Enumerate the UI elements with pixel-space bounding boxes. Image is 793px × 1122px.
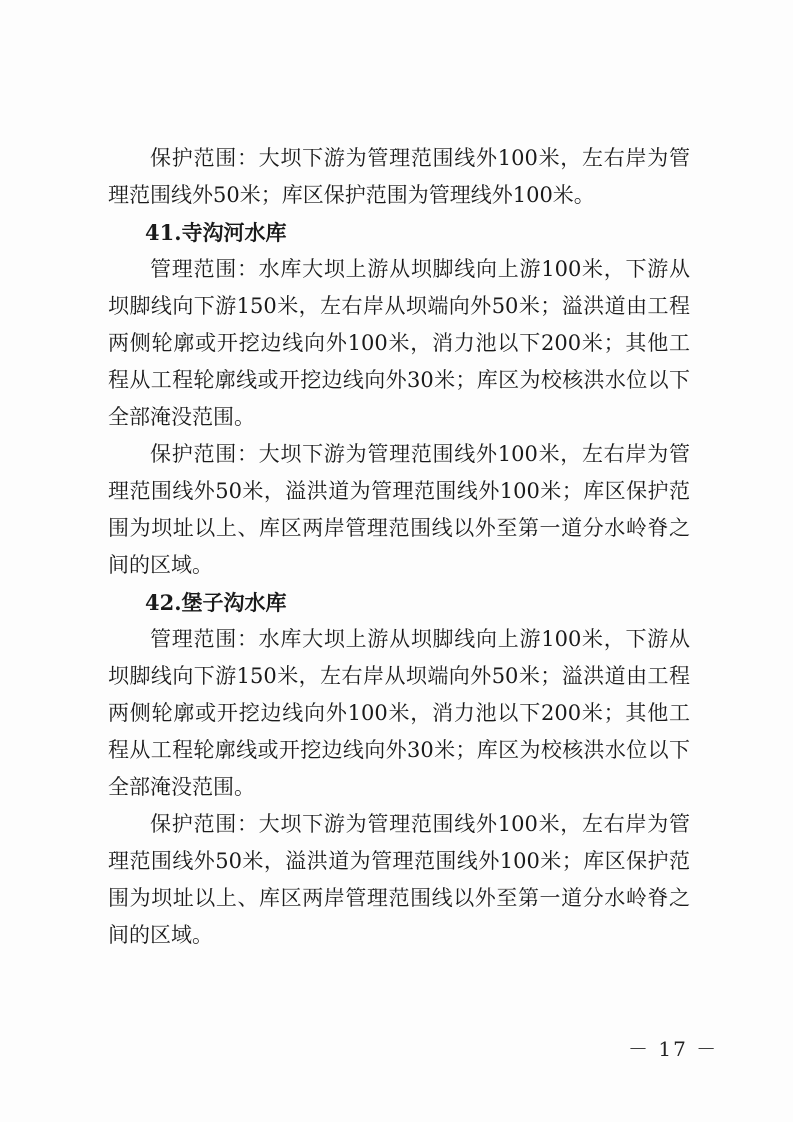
paragraph-42-protection-range: 保护范围：大坝下游为管理范围线外100米，左右岸为管理范围线外50米，溢洪道为管理范围线外100米；库区保护范围为坝址以上、库区两岸管理范围线以外至第一道分水岭脊之间的区域。 bbox=[108, 812, 690, 947]
paragraph-41-management-range: 管理范围：水库大坝上游从坝脚线向上游100米，下游从坝脚线向下游150米，左右岸从坝端向外50米；溢洪道由工程两侧轮廓或开挖边线向外100米，消力池以下200米；其他工程从工程轮廓线或开挖边线向外30米；库区为校核洪水位以下全部淹没范围。 bbox=[108, 257, 690, 429]
paragraph-42-management-range: 管理范围：水库大坝上游从坝脚线向上游100米，下游从坝脚线向下游150米，左右岸从坝端向外50米；溢洪道由工程两侧轮廓或开挖边线向外100米，消力池以下200米；其他工程从工程轮廓线或开挖边线向外30米；库区为校核洪水位以下全部淹没范围。 bbox=[108, 627, 690, 799]
section-heading-41: 41.寺沟河水库 bbox=[145, 220, 287, 245]
paragraph-41-protection-range: 保护范围：大坝下游为管理范围线外100米，左右岸为管理范围线外50米，溢洪道为管理范围线外100米；库区保护范围为坝址以上、库区两岸管理范围线以外至第一道分水岭脊之间的区域。 bbox=[108, 442, 690, 577]
page-number: － 17 － bbox=[628, 1037, 719, 1061]
paragraph-protection-range-previous: 保护范围：大坝下游为管理范围线外100米，左右岸为管理范围线外50米；库区保护范围为管理线外100米。 bbox=[108, 146, 690, 207]
body-text bbox=[108, 140, 690, 954]
section-heading-42: 42.堡子沟水库 bbox=[145, 590, 287, 615]
